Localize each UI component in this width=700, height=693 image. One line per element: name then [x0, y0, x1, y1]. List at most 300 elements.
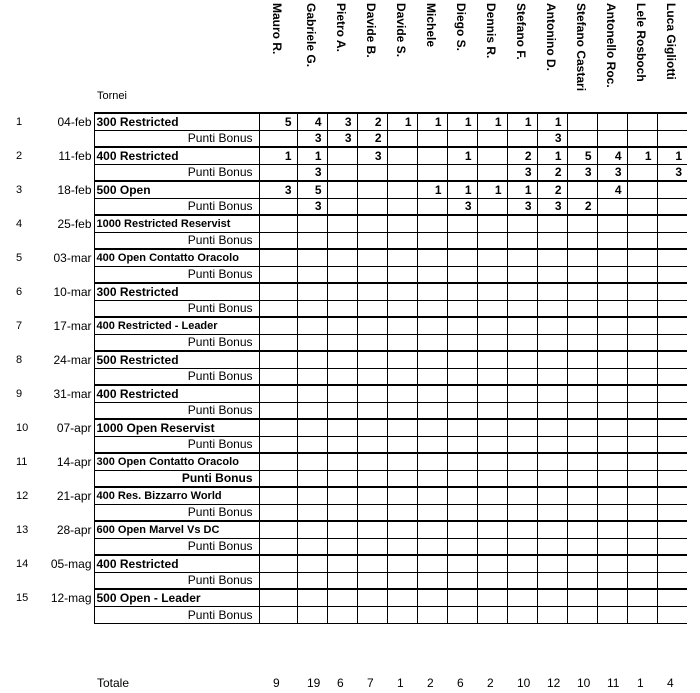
event-number: 5: [16, 251, 23, 264]
bonus-row: [0, 300, 687, 317]
score-cell: [507, 589, 537, 606]
score-cell: [567, 283, 597, 300]
score-cell: 1: [297, 147, 327, 164]
bonus-row: [0, 266, 687, 283]
bonus-cell: [387, 198, 417, 215]
bonus-cell: [537, 402, 567, 419]
score-cell: [657, 521, 687, 538]
bonus-cell: [657, 130, 687, 147]
event-row: [0, 487, 687, 504]
event-name: 500 Open: [94, 181, 259, 198]
bonus-cell: [597, 198, 627, 215]
bonus-cell: [417, 572, 447, 589]
event-name: 400 Restricted: [94, 385, 259, 402]
bonus-cell: [507, 606, 537, 623]
bonus-label: Punti Bonus: [94, 538, 259, 555]
event-row: [0, 249, 687, 266]
score-cell: 3: [327, 113, 357, 130]
score-cell: [297, 555, 327, 572]
bonus-cell: [357, 232, 387, 249]
score-cell: [387, 147, 417, 164]
event-date: 25-feb: [57, 216, 92, 231]
bonus-cell: [597, 130, 627, 147]
bonus-cell: [477, 402, 507, 419]
score-cell: [327, 181, 357, 198]
score-cell: [387, 555, 417, 572]
event-number: 3: [16, 183, 23, 196]
bonus-label: Punti Bonus: [94, 130, 259, 147]
bonus-label: Punti Bonus: [94, 402, 259, 419]
bonus-cell: [627, 436, 657, 453]
bonus-cell: [657, 266, 687, 283]
score-cell: [327, 487, 357, 504]
bonus-cell: [417, 436, 447, 453]
event-name: 400 Restricted: [94, 555, 259, 572]
score-cell: 1: [537, 113, 567, 130]
score-cell: [447, 215, 477, 232]
bonus-cell: 3: [567, 164, 597, 181]
bonus-row: [0, 368, 687, 385]
score-cell: [657, 113, 687, 130]
score-cell: [537, 555, 567, 572]
event-date: 21-apr: [56, 488, 92, 503]
bonus-cell: [259, 572, 297, 589]
score-cell: [597, 453, 627, 470]
event-name: 300 Restricted: [94, 113, 259, 130]
event-name: 400 Restricted: [94, 147, 259, 164]
bonus-row: [0, 232, 687, 249]
bonus-cell: [657, 368, 687, 385]
bonus-cell: [447, 164, 477, 181]
score-cell: 1: [477, 113, 507, 130]
score-cell: [567, 181, 597, 198]
score-cell: [627, 385, 657, 402]
score-cell: [567, 249, 597, 266]
bonus-row: [0, 606, 687, 623]
bonus-cell: [447, 232, 477, 249]
totale-label: Totale: [97, 676, 130, 690]
bonus-cell: [627, 402, 657, 419]
bonus-cell: 3: [507, 198, 537, 215]
score-cell: [327, 521, 357, 538]
score-cell: [417, 589, 447, 606]
bonus-cell: [657, 436, 687, 453]
bonus-cell: [627, 538, 657, 555]
bonus-cell: 3: [297, 130, 327, 147]
score-cell: 4: [597, 147, 627, 164]
score-cell: [297, 385, 327, 402]
score-cell: [357, 589, 387, 606]
score-cell: [477, 589, 507, 606]
bonus-cell: [417, 470, 447, 487]
score-cell: [447, 283, 477, 300]
bonus-row: [0, 402, 687, 419]
bonus-cell: 3: [537, 130, 567, 147]
player-header: Gabriele G.: [304, 3, 318, 68]
bonus-cell: [327, 436, 357, 453]
bonus-cell: [447, 470, 477, 487]
bonus-label: Punti Bonus: [94, 606, 259, 623]
total-value: 10: [577, 676, 591, 690]
score-cell: [627, 589, 657, 606]
event-row: [0, 555, 687, 572]
bonus-label: Punti Bonus: [94, 436, 259, 453]
bonus-cell: [627, 606, 657, 623]
score-cell: [297, 521, 327, 538]
score-cell: 5: [259, 113, 297, 130]
score-cell: [597, 283, 627, 300]
bonus-row: [0, 436, 687, 453]
score-cell: [327, 283, 357, 300]
bonus-row: [0, 538, 687, 555]
bonus-cell: [417, 368, 447, 385]
score-cell: [597, 589, 627, 606]
score-cell: [537, 215, 567, 232]
score-cell: [447, 453, 477, 470]
event-number: 11: [16, 455, 28, 468]
score-cell: [567, 215, 597, 232]
score-cell: [477, 351, 507, 368]
bonus-cell: [417, 198, 447, 215]
event-row: [0, 283, 687, 300]
player-header: Antonino D.: [544, 3, 558, 71]
bonus-cell: [597, 504, 627, 521]
event-date: 17-mar: [53, 318, 92, 333]
bonus-cell: [447, 368, 477, 385]
score-cell: [627, 249, 657, 266]
event-name: 500 Open - Leader: [94, 589, 259, 606]
bonus-label: Punti Bonus: [94, 572, 259, 589]
bonus-cell: [657, 198, 687, 215]
event-date: 10-mar: [53, 284, 92, 299]
score-cell: [417, 351, 447, 368]
score-cell: [657, 555, 687, 572]
bonus-cell: [387, 130, 417, 147]
bonus-row: [0, 130, 687, 147]
bonus-cell: [387, 470, 417, 487]
bonus-cell: [259, 300, 297, 317]
score-cell: [507, 215, 537, 232]
player-header: Davide B.: [364, 3, 378, 58]
bonus-cell: [327, 572, 357, 589]
event-name: 500 Restricted: [94, 351, 259, 368]
score-cell: [327, 215, 357, 232]
total-value: 1: [637, 676, 644, 690]
event-name: 400 Restricted - Leader: [94, 317, 259, 334]
score-cell: [477, 487, 507, 504]
bonus-cell: [357, 538, 387, 555]
event-number: 6: [16, 285, 23, 298]
score-cell: [477, 215, 507, 232]
bonus-cell: [387, 368, 417, 385]
bonus-cell: [417, 130, 447, 147]
score-cell: [327, 419, 357, 436]
bonus-cell: [447, 504, 477, 521]
score-cell: [447, 351, 477, 368]
score-cell: [387, 419, 417, 436]
total-value: 7: [367, 676, 374, 690]
score-cell: [447, 419, 477, 436]
score-cell: 1: [447, 181, 477, 198]
score-cell: 1: [537, 147, 567, 164]
score-cell: [537, 385, 567, 402]
score-cell: [259, 453, 297, 470]
bonus-cell: [507, 436, 537, 453]
score-cell: [627, 113, 657, 130]
bonus-cell: [417, 164, 447, 181]
bonus-cell: [477, 130, 507, 147]
bonus-cell: [357, 504, 387, 521]
bonus-cell: [567, 470, 597, 487]
bonus-cell: 3: [297, 164, 327, 181]
score-cell: [657, 249, 687, 266]
event-date: 14-apr: [56, 454, 92, 469]
bonus-cell: [477, 334, 507, 351]
score-cell: [627, 317, 657, 334]
bonus-cell: [259, 504, 297, 521]
bonus-cell: [297, 334, 327, 351]
bonus-cell: [417, 300, 447, 317]
bonus-cell: [327, 402, 357, 419]
bonus-cell: [627, 504, 657, 521]
total-value: 10: [517, 676, 531, 690]
event-date: 03-mar: [53, 250, 92, 265]
bonus-cell: [417, 266, 447, 283]
bonus-cell: [567, 232, 597, 249]
score-cell: [417, 385, 447, 402]
bonus-cell: [327, 300, 357, 317]
bonus-cell: [507, 300, 537, 317]
total-value: 2: [427, 676, 434, 690]
score-cell: [477, 385, 507, 402]
bonus-cell: [259, 130, 297, 147]
bonus-cell: [259, 436, 297, 453]
score-cell: [537, 249, 567, 266]
bonus-label: Punti Bonus: [94, 198, 259, 215]
event-number: 1: [16, 115, 23, 128]
event-date: 11-feb: [58, 148, 92, 163]
score-cell: [507, 385, 537, 402]
bonus-cell: [657, 300, 687, 317]
totals-row: [0, 675, 700, 693]
event-number: 15: [16, 591, 29, 604]
score-cell: [597, 487, 627, 504]
score-cell: [357, 249, 387, 266]
bonus-cell: [627, 164, 657, 181]
player-header: Pietro A.: [334, 3, 348, 52]
score-cell: [327, 589, 357, 606]
bonus-cell: [417, 538, 447, 555]
bonus-cell: [597, 538, 627, 555]
score-cell: [327, 249, 357, 266]
score-cell: 2: [507, 147, 537, 164]
score-cell: 1: [259, 147, 297, 164]
bonus-cell: [507, 266, 537, 283]
score-cell: [387, 351, 417, 368]
score-cell: [387, 385, 417, 402]
event-row: [0, 589, 687, 606]
player-header: Lele Rosboch: [634, 3, 648, 82]
bonus-cell: [657, 334, 687, 351]
bonus-cell: 3: [297, 198, 327, 215]
score-cell: [597, 555, 627, 572]
bonus-cell: [417, 504, 447, 521]
score-cell: [627, 453, 657, 470]
bonus-cell: [327, 504, 357, 521]
bonus-cell: [477, 164, 507, 181]
tournament-table: [0, 112, 687, 624]
score-cell: [259, 283, 297, 300]
bonus-cell: [477, 368, 507, 385]
bonus-cell: [477, 504, 507, 521]
bonus-cell: [657, 232, 687, 249]
score-cell: [327, 385, 357, 402]
score-cell: [357, 385, 387, 402]
score-cell: 1: [387, 113, 417, 130]
bonus-cell: [627, 300, 657, 317]
score-cell: [387, 589, 417, 606]
score-cell: [327, 555, 357, 572]
bonus-cell: [477, 470, 507, 487]
score-cell: 1: [657, 147, 687, 164]
score-cell: [357, 351, 387, 368]
bonus-cell: [259, 606, 297, 623]
bonus-cell: [597, 368, 627, 385]
score-cell: [357, 521, 387, 538]
bonus-cell: [327, 538, 357, 555]
score-cell: [477, 147, 507, 164]
bonus-row: [0, 198, 687, 215]
player-header: Stefano F.: [514, 3, 528, 60]
bonus-cell: [297, 300, 327, 317]
bonus-cell: [567, 368, 597, 385]
bonus-cell: 3: [657, 164, 687, 181]
score-cell: [387, 215, 417, 232]
bonus-cell: [597, 470, 627, 487]
bonus-cell: [507, 470, 537, 487]
bonus-cell: [657, 538, 687, 555]
bonus-cell: [657, 402, 687, 419]
bonus-cell: [537, 436, 567, 453]
score-cell: [477, 249, 507, 266]
bonus-cell: [627, 334, 657, 351]
score-cell: [597, 385, 627, 402]
score-cell: [357, 419, 387, 436]
score-cell: [447, 487, 477, 504]
bonus-cell: 3: [447, 198, 477, 215]
score-cell: [387, 283, 417, 300]
score-cell: [597, 249, 627, 266]
score-cell: [387, 249, 417, 266]
total-value: 4: [667, 676, 674, 690]
bonus-cell: [597, 436, 627, 453]
bonus-cell: [387, 232, 417, 249]
score-cell: [259, 419, 297, 436]
bonus-cell: 2: [357, 130, 387, 147]
bonus-cell: [507, 334, 537, 351]
score-cell: [567, 385, 597, 402]
score-cell: [597, 351, 627, 368]
score-cell: [357, 215, 387, 232]
score-cell: [259, 317, 297, 334]
event-row: [0, 521, 687, 538]
bonus-row: [0, 164, 687, 181]
bonus-cell: [327, 368, 357, 385]
score-cell: 1: [447, 113, 477, 130]
total-value: 12: [547, 676, 561, 690]
player-header: Luca Gigliotti: [664, 3, 678, 80]
event-number: 14: [16, 557, 29, 570]
bonus-cell: [567, 300, 597, 317]
bonus-cell: [537, 368, 567, 385]
bonus-cell: [507, 504, 537, 521]
bonus-label: Punti Bonus: [94, 300, 259, 317]
score-cell: [627, 419, 657, 436]
bonus-cell: [297, 436, 327, 453]
total-value: 11: [607, 676, 620, 690]
bonus-cell: 2: [537, 164, 567, 181]
bonus-cell: [297, 572, 327, 589]
bonus-cell: 3: [507, 164, 537, 181]
bonus-cell: [259, 470, 297, 487]
event-date: 05-mag: [50, 556, 92, 571]
total-value: 19: [307, 676, 321, 690]
score-cell: [567, 589, 597, 606]
score-cell: [597, 215, 627, 232]
event-name: 400 Res. Bizzarro World: [94, 487, 259, 504]
bonus-label: Punti Bonus: [94, 164, 259, 181]
score-cell: [417, 147, 447, 164]
bonus-cell: [477, 198, 507, 215]
score-cell: 1: [447, 147, 477, 164]
player-header: Michele: [424, 3, 438, 48]
bonus-cell: [357, 470, 387, 487]
bonus-cell: [657, 470, 687, 487]
score-cell: [627, 283, 657, 300]
event-date: 24-mar: [53, 352, 92, 367]
player-header: Diego S.: [454, 3, 468, 52]
bonus-cell: [259, 334, 297, 351]
bonus-cell: [387, 300, 417, 317]
score-cell: [357, 317, 387, 334]
bonus-cell: [417, 232, 447, 249]
bonus-cell: [567, 606, 597, 623]
score-cell: [537, 453, 567, 470]
score-cell: [417, 283, 447, 300]
score-cell: [447, 317, 477, 334]
score-cell: [417, 249, 447, 266]
bonus-cell: [297, 368, 327, 385]
bonus-cell: [327, 164, 357, 181]
score-cell: [357, 181, 387, 198]
score-cell: 3: [357, 147, 387, 164]
bonus-cell: [327, 232, 357, 249]
score-cell: [507, 555, 537, 572]
event-name: 1000 Open Reservist: [94, 419, 259, 436]
bonus-cell: [327, 334, 357, 351]
bonus-cell: [507, 368, 537, 385]
score-cell: 1: [627, 147, 657, 164]
bonus-cell: 3: [597, 164, 627, 181]
bonus-cell: [657, 504, 687, 521]
event-date: 18-feb: [57, 182, 92, 197]
score-cell: [507, 249, 537, 266]
score-cell: [417, 521, 447, 538]
event-date: 31-mar: [53, 386, 92, 401]
bonus-cell: [387, 572, 417, 589]
bonus-cell: [327, 198, 357, 215]
total-value: 1: [397, 676, 404, 690]
